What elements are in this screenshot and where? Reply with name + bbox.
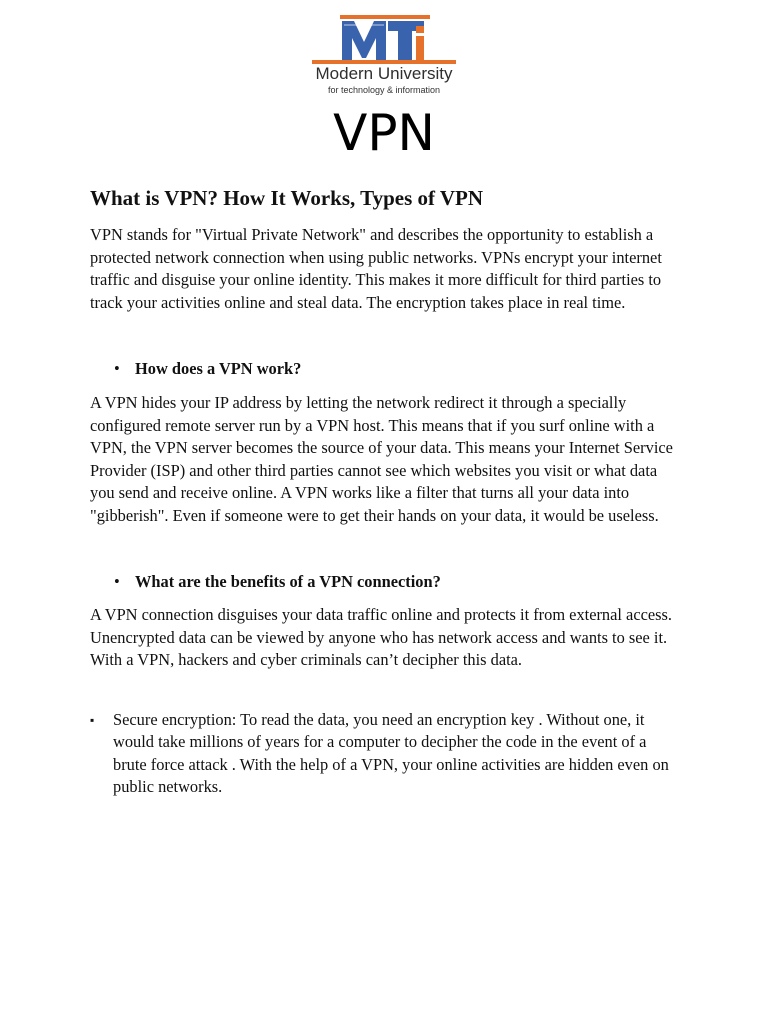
logo-tagline: for technology & information [327, 85, 441, 95]
square-bullet-icon: ▪ [90, 712, 95, 727]
benefits-paragraph-text-2: wants to see it. With a VPN, hackers and cyber criminals can’t decipher this data. [90, 627, 668, 669]
section-heading: What is VPN? How It Works, Types of VPN [90, 186, 484, 210]
benefits-paragraph [90, 604, 680, 672]
bullet-title: How does a VPN work? [135, 359, 302, 378]
bullet-how-vpn-works [90, 358, 680, 380]
document-body [90, 183, 680, 799]
intro-paragraph: VPN stands for "Virtual Private Network" and describes the opportunity to establish a protected network connection when using public networks. VPNs encrypt your internet traffic and disguise your online identity. This makes it more difficult for third parties to track your activities online and steal data. The encryption takes place in real time. [90, 225, 662, 312]
list-item-secure-encryption [90, 709, 680, 799]
document-title: VPN [333, 104, 435, 162]
bullet-marker: • [114, 359, 120, 378]
mti-logo-icon [308, 6, 460, 66]
logo-university-name: Modern University [315, 64, 453, 83]
university-logo [308, 6, 460, 96]
bullet-vpn-benefits [90, 571, 680, 593]
how-vpn-works-paragraph: A VPN hides your IP address by letting the network redirect it through a specially configured remote server run by a VPN host. This means that if you surf online with a VPN, the VPN server becomes the source of your data. This means your Internet Service Provider (ISP) and other third parties cannot see which websites you visit or what data you send and receive online. A VPN works like a filter that turns all your data into "gibberish". Even if someone were to get their hands on your data, it would be useless. [90, 393, 673, 525]
bullet-marker: • [114, 572, 120, 591]
bullet-title: What are the benefits of a VPN connection? [135, 572, 441, 591]
benefits-paragraph-text: A VPN connection disguises your data traffic online and protects it from external access. Unencrypted data can be viewed by anyone who has network access and [90, 605, 673, 647]
list-item-text: Secure encryption: To read the data, you need an encryption key . Without one, it would take millions of years for a computer to decipher the code in the event of a brute force attack . With the help of a VPN, your online activities are hidden even on public networks. [113, 709, 669, 796]
